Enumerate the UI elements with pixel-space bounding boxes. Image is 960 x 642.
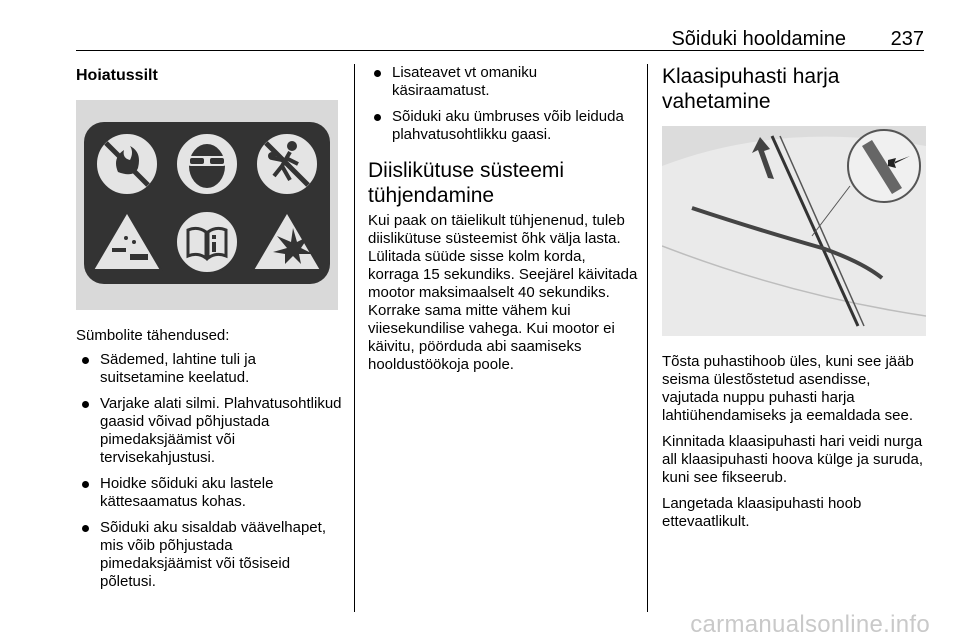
wiper-blade-heading: Klaasipuhasti harja vahetamine <box>662 65 840 113</box>
paragraph: Langetada klaasipuhasti hoob ettevaatlikult. <box>662 495 862 530</box>
read-manual-icon <box>176 211 238 273</box>
keep-children-away-icon <box>256 133 318 195</box>
page-number: 237 <box>890 28 924 50</box>
list-item: Sõiduki aku ümbruses võib leiduda plahvatusohtlikku gaasi. <box>368 108 638 144</box>
page-header <box>76 28 924 51</box>
column-middle <box>368 64 638 374</box>
diesel-bleed-body: Kui paak on täielikult tühjenenud, tuleb diislikütuse süsteemist õhk välja lasta. Lülitada süüde sisse kolm korda, korraga 15 sekundiks. Seejärel käivitada mootor maksimaalselt 40 sekundiks. Korrake sama mitte vähem kui viiesekundilise vahega. Kui mootor ei käivitu, pöörduda abi saamiseks hooldustöökoja poole. <box>368 212 638 373</box>
list-item: Sõiduki aku sisaldab väävelhapet, mis võib põhjustada pimedaksjäämist või tõsiseid põletusi. <box>76 519 344 591</box>
list-item: Varjake alati silmi. Plahvatusohtlikud gaasid võivad põhjustada pimedaksjäämist või tervisekahjustusi. <box>76 395 344 467</box>
symbols-intro: Sümbolite tähendused: <box>76 327 230 344</box>
paragraph: Tõsta puhastihoob üles, kuni see jääb seisma ülestõstetud asendisse, vajutada nuppu puhasti harja lahtiühendamiseks ja eemaldada see. <box>662 353 914 424</box>
warning-label-illustration <box>76 100 338 310</box>
diesel-bleed-heading: Diislikütuse süsteemi tühjendamine <box>368 159 565 207</box>
column-left <box>76 64 344 599</box>
info-list <box>368 64 638 144</box>
paragraph: Kinnitada klaasipuhasti hari veidi nurga all klaasipuhasti hoova külge ja suruda, kuni see fikseerub. <box>662 433 923 486</box>
column-divider <box>647 64 648 612</box>
list-item: Sädemed, lahtine tuli ja suitsetamine keelatud. <box>76 351 344 387</box>
list-item: Lisateavet vt omaniku käsiraamatust. <box>368 64 638 100</box>
section-title: Sõiduki hooldamine <box>671 28 846 50</box>
wiper-blade-illustration <box>662 126 926 336</box>
warning-label-subhead: Hoiatussilt <box>76 67 158 84</box>
eye-protection-icon <box>176 133 238 195</box>
column-right <box>662 64 930 539</box>
list-item: Hoidke sõiduki aku lastele kättesaamatus kohas. <box>76 475 344 511</box>
watermark: carmanualsonline.info <box>690 611 930 638</box>
no-fire-icon <box>96 133 158 195</box>
symbols-list <box>76 351 344 591</box>
column-divider <box>354 64 355 612</box>
